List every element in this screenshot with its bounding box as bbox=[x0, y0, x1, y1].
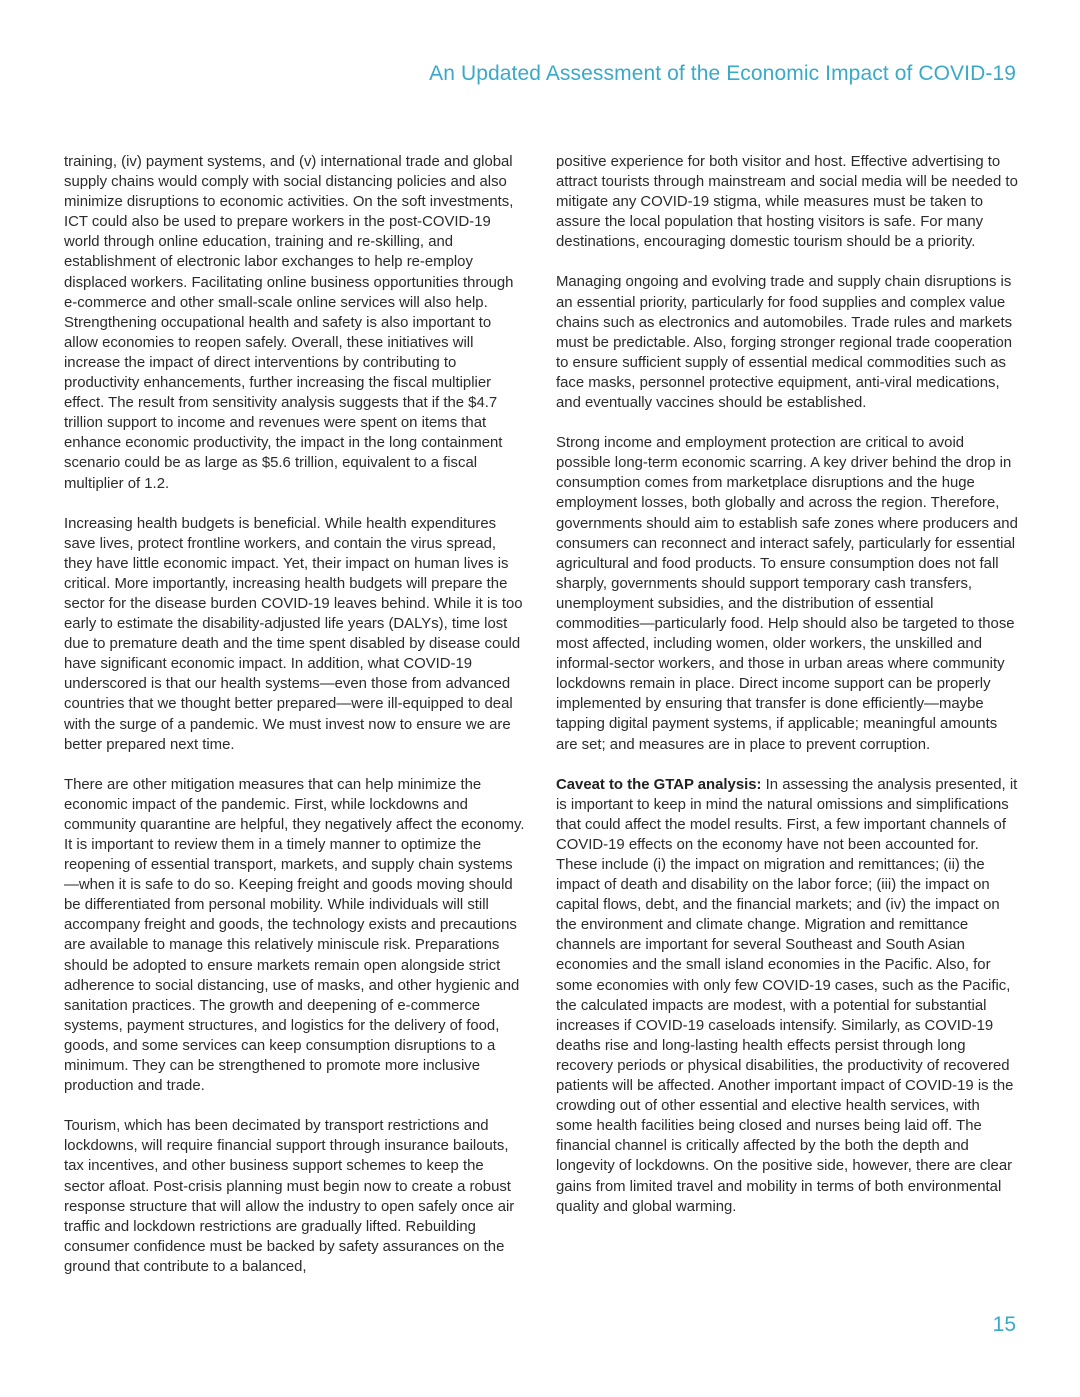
paragraph: Managing ongoing and evolving trade and supply chain disruptions is an essential priority, particularly for food supplies and complex value chains such as electronics and automobiles. Trade rules and markets must be predictable. Also, forging stronger regional trade cooperation to ensure sufficient supply of essential medical commodities such as face masks, personnel protective equipment, anti-viral medications, and eventually vaccines should be established. bbox=[556, 274, 1013, 412]
paragraph: Tourism, which has been decimated by transport restrictions and lockdowns, will require financial support through insurance bailouts, tax incentives, and other business support schemes to keep the sector afloat. Post-crisis planning must begin now to create a robust response structure that will allow the industry to open safely once air traffic and lockdown restrictions are gradually lifted. Rebuilding consumer confidence must be backed by safety assurances on the ground that contribute to a balanced, bbox=[64, 1118, 515, 1275]
paragraph-caveat bbox=[556, 775, 1018, 1217]
page-number: 15 bbox=[992, 1313, 1016, 1336]
paragraph: training, (iv) payment systems, and (v) international trade and global supply chains would comply with social distancing policies and also minimize disruptions to economic activities. On the soft investments, ICT could also be used to prepare workers in the post-COVID-19 world through online education, training and re-skilling, and establishment of electronic labor exchanges to help re-employ displaced workers. Facilitating online business opportunities through e-commerce and other small-scale online services will also help. Strengthening occupational health and safety is also important to allow economies to reopen safely. Overall, these initiatives will increase the impact of direct interventions by contributing to productivity enhancements, further increasing the fiscal multiplier effect. The result from sensitivity analysis suggests that if the $4.7 trillion support to income and revenues were spent on items that enhance economic productivity, the impact in the long containment scenario could be as large as $5.6 trillion, equivalent to a fiscal multiplier of 1.2. bbox=[64, 154, 514, 492]
paragraph: There are other mitigation measures that can help minimize the economic impact of the pandemic. First, while lockdowns and community quarantine are helpful, they negatively affect the economy. It is important to review them in a timely manner to optimize the reopening of essential transport, markets, and supply chain systems—when it is safe to do so. Keeping freight and goods moving should be differentiated from personal mobility. While individuals will still accompany freight and goods, the technology exists and precautions are available to manage this relatively miniscule risk. Preparations should be adopted to ensure markets remain open alongside strict adherence to social distancing, use of masks, and other hygienic and sanitation practices. The growth and deepening of e-commerce systems, payment structures, and logistics for the delivery of food, goods, and some services can keep consumption disruptions to a minimum. They can be strengthened to promote more inclusive production and trade. bbox=[64, 776, 525, 1095]
caveat-heading: Caveat to the GTAP analysis: bbox=[556, 776, 762, 793]
paragraph: Strong income and employment protection are critical to avoid possible long-term economic scarring. A key driver behind the drop in consumption comes from marketplace disruptions and the huge employment losses, both globally and across the region. Therefore, governments should aim to establish safe zones where producers and consumers can reconnect and interact safely, particularly for essential agricultural and food products. To ensure consumption does not fall sharply, governments should support temporary cash transfers, unemployment subsidies, and the distribution of essential commodities—particularly food. Help should also be targeted to those most affected, including women, older workers, the unskilled and informal-sector workers, and those in urban areas where community lockdowns remain in place. Direct income support can be properly implemented by ensuring that transfer is done efficiently—maybe tapping digital payment systems, if applicable; meaningful amounts are set; and measures are in place to prevent corruption. bbox=[556, 435, 1018, 753]
page-header-title: An Updated Assessment of the Economic Impact of COVID-19 bbox=[429, 62, 1016, 85]
left-column bbox=[64, 152, 526, 1277]
right-column bbox=[556, 152, 1018, 1217]
paragraph: positive experience for both visitor and host. Effective advertising to attract tourists through mainstream and social media will be needed to mitigate any COVID-19 stigma, while measures must be taken to assure the local population that hosting visitors is safe. For many destinations, encouraging domestic tourism should be a priority. bbox=[556, 154, 1018, 251]
caveat-body: In assessing the analysis presented, it is important to keep in mind the natural omissions and simplifications that could affect the model results. First, a few important channels of COVID-19 effects on the economy have not been accounted for. These include (i) the impact on migration and remittances; (ii) the impact of death and disability on the labor force; (iii) the impact on capital flows, debt, and the financial markets; and (iv) the impact on the environment and climate change. Migration and remittance channels are important for several Southeast and South Asian economies and the small island economies in the Pacific. Also, for some economies with only few COVID-19 cases, such as the Pacific, the calculated impacts are modest, with a potential for substantial increases if COVID-19 caseloads intensify. Similarly, as COVID-19 deaths rise and long-lasting health effects persist through long recovery periods or physical disabilities, the productivity of recovered patients will be affected. Another important impact of COVID-19 is the crowding out of other essential and elective health services, with some health facilities being closed and nurses being laid off. The financial channel is critically affected by the both the depth and longevity of lockdowns. On the positive side, however, there are clear gains from limited travel and mobility in terms of both environmental quality and global warming. bbox=[556, 776, 1018, 1215]
paragraph: Increasing health budgets is beneficial. While health expenditures save lives, protect frontline workers, and contain the virus spread, they have little economic impact. Yet, their impact on human lives is critical. More importantly, increasing health budgets will prepare the sector for the disease burden COVID-19 leaves behind. While it is too early to estimate the disability-adjusted life years (DALYs), time lost due to premature death and the time spent disabled by disease could have significant economic impact. In addition, what COVID-19 underscored is that our health systems—even those from advanced countries that we thought better prepared—were ill-equipped to deal with the surge of a pandemic. We must invest now to ensure we are better prepared next time. bbox=[64, 515, 523, 753]
